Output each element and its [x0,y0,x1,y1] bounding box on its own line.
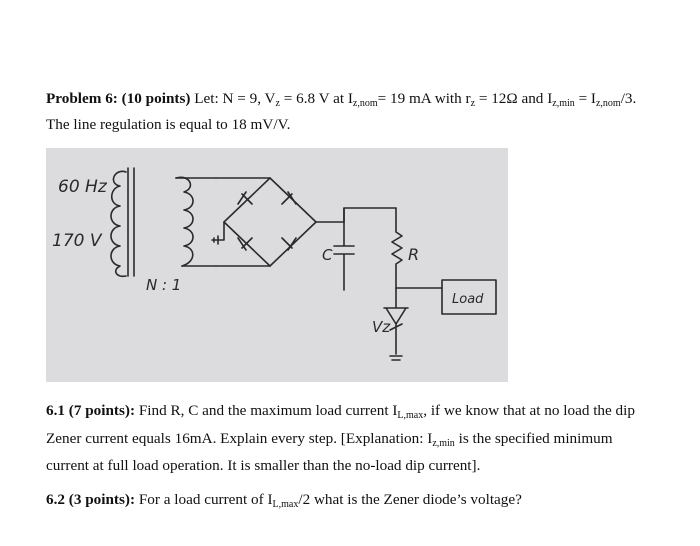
problem-label: Problem 6: (10 points) [46,90,191,107]
sub: z [470,98,476,109]
text: = 6.8 V at I [279,90,353,107]
sub: z [275,98,280,109]
text: Zener current equals 16mA. Explain every step. [Explanation: I [46,430,433,447]
ground-ref [212,222,224,244]
text: Find R, C and the maximum load current I [135,402,398,419]
question-6-1-label: 6.1 (7 points): [46,402,136,419]
sub: z,nom [352,98,378,109]
primary-coil [111,171,126,276]
problem-statement-line2: The line regulation is equal to 18 mV/V. [46,116,291,133]
text: is the specified minimum [454,430,613,447]
load-label: Load [452,292,484,307]
secondary-coil [176,177,193,266]
text: /2 what is the Zener diode’s voltage? [298,491,522,508]
sub: z,nom [595,98,621,109]
capacitor [334,208,354,290]
secondary-leads [176,178,216,266]
capacitor-label: C [322,246,333,264]
resistor [392,208,402,288]
text: /3. [620,90,637,107]
text: , if we know that at no load the dip [423,402,635,419]
sub: z,min [552,98,575,109]
question-6-1-line2 [46,430,613,448]
sub: z,min [432,438,455,449]
resistor-label: R [408,245,420,264]
turns-ratio-label: N : 1 [146,276,182,294]
sub: L,max [272,499,299,510]
text: = I [574,90,596,107]
sub: L,max [397,410,424,421]
question-6-2-label: 6.2 (3 points): [46,491,136,508]
text: = 12Ω and I [475,90,553,107]
question-6-1-line3: current at full load operation. It is smaller than the no-load dip current]. [46,457,481,474]
text: For a load current of I [135,491,273,508]
circuit-sketch [46,148,508,382]
circuit-photo [46,148,508,382]
source-frequency-label: 60 Hz [58,177,107,197]
text: Let: N = 9, V [194,90,276,107]
zener-voltage-label: Vz [372,318,391,336]
source-voltage-label: 170 V [52,231,102,251]
problem-statement-line1 [46,90,636,108]
output-rail [316,208,396,222]
ground-zener [390,356,402,360]
text: = 19 mA with r [377,90,471,107]
question-6-2-line [46,491,522,509]
question-6-1-line1 [46,402,635,420]
bridge-rectifier [224,178,316,266]
